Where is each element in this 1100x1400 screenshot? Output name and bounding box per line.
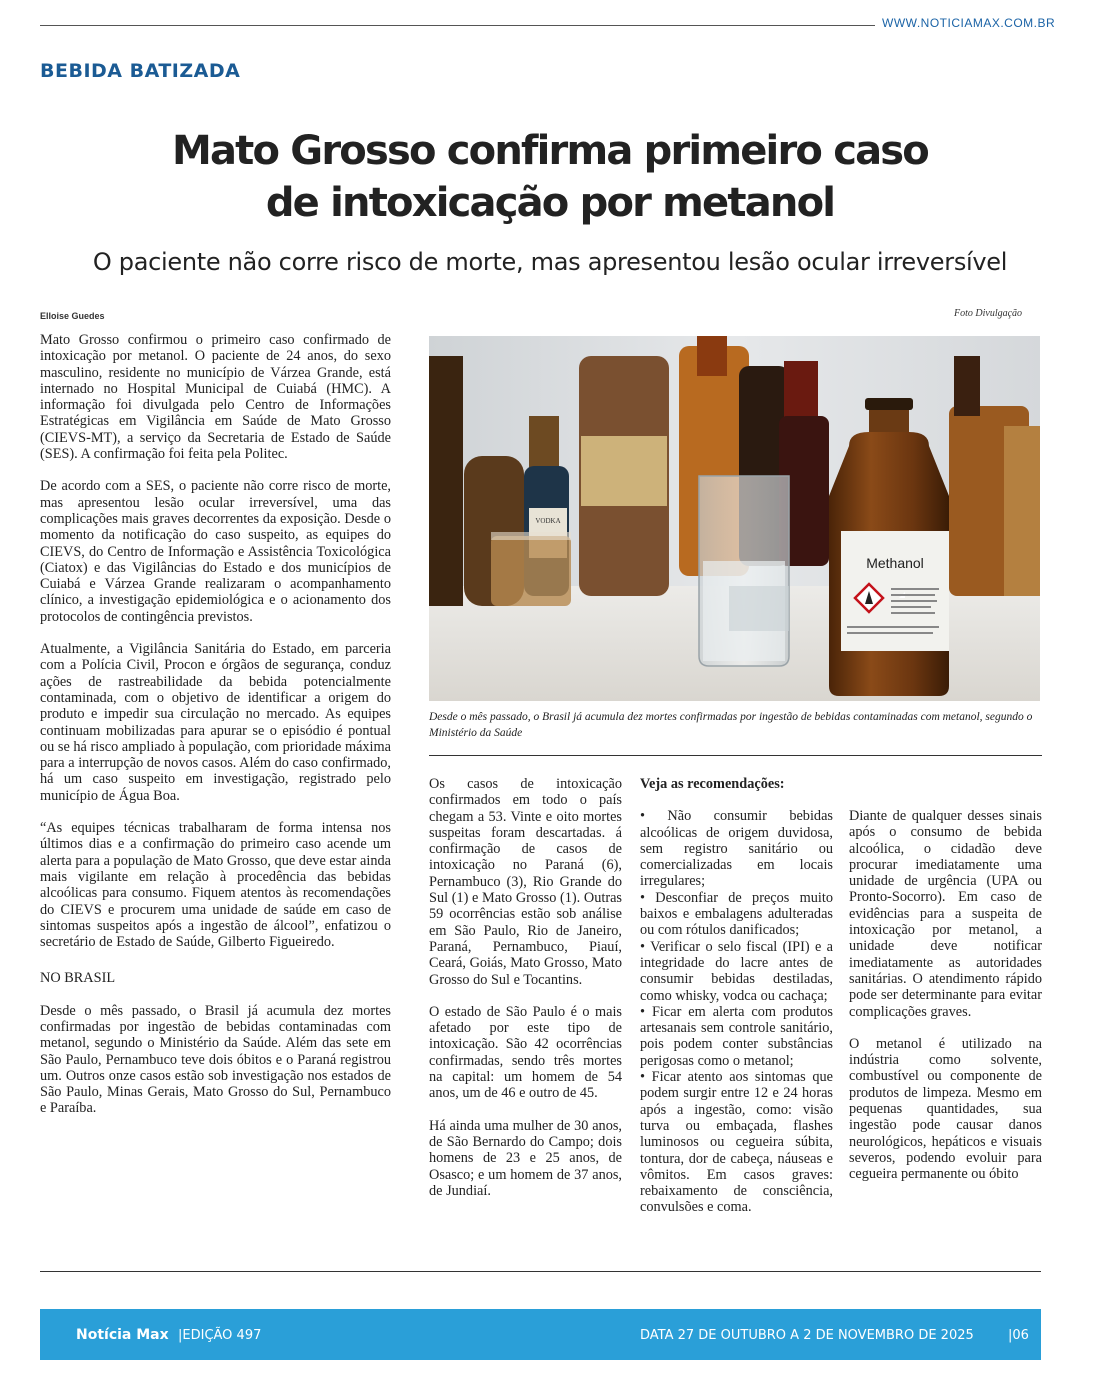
paragraph: O metanol é utilizado na indústria como solvente, combustível ou componente de produtos de limpeza. Mesmo em pequenas quantidades, sua ingestão pode causar danos neurológicos, hepáticos e visuais severos, podendo evoluir para cegueira permanente ou óbito <box>849 1035 1042 1183</box>
headline <box>90 125 1010 229</box>
subhead-no-brasil: NO BRASIL <box>40 970 116 987</box>
recommendation-item: • Não consumir bebidas alcoólicas de origem duvidosa, sem registro sanitário ou comercializadas em locais irregulares; <box>640 808 833 890</box>
headline-line-1: Mato Grosso confirma primeiro caso <box>171 128 928 174</box>
site-url[interactable]: WWW.NOTICIAMAX.COM.BR <box>882 16 1056 30</box>
column-1 <box>40 332 391 1133</box>
article-photo <box>429 336 1040 701</box>
photo-credit: Foto Divulgação <box>954 308 1023 319</box>
caption-rule <box>429 755 1042 756</box>
paragraph: Desde o mês passado, o Brasil já acumula dez mortes confirmadas por ingestão de bebidas contaminadas com metanol, segundo o Ministério da Saúde. Além das sete em São Paulo, Pernambuco teve dois óbitos e o Paraná registrou um. Outros onze casos estão sob investigação nos estados de São Paulo, Minas Gerais, Mato Grosso do Sul, Pernambuco e Paraíba. <box>40 1002 391 1117</box>
recommendation-item: • Verificar o selo fiscal (IPI) e a integridade do lacre antes de consumir bebidas destiladas, como whisky, vodca ou cachaça; <box>640 938 833 1004</box>
photo-caption: Desde o mês passado, o Brasil já acumula dez mortes confirmadas por ingestão de bebidas contaminadas com metanol, segundo o Ministério da Saúde <box>429 711 1033 739</box>
footer-date: DATA 27 DE OUTUBRO A 2 DE NOVEMBRO DE 2025 <box>640 1328 974 1343</box>
paragraph: Atualmente, a Vigilância Sanitária do Estado, em parceria com a Polícia Civil, Procon e órgãos de segurança, conduz ações de rastreabilidade da bebida potencialmente contaminada, com o objetivo de identificar a origem do produto e impedir sua circulação no mercado. As equipes continuam mobilizadas para apurar se o episódio é pontual ou se há risco ampliado à população, com prioridade máxima para a interrupção de novos casos. Além do caso confirmado, há um caso suspeito em investigação, registrado pelo município de Água Boa. <box>40 641 391 804</box>
paragraph: “As equipes técnicas trabalharam de forma intensa nos últimos dias e a confirmação do primeiro caso acende um alerta para a população de Mato Grosso, que deve estar ainda mais vigilante em relação à procedência das bebidas alcoólicas para consumo. Fiquem atentos às recomendações do CIEVS e procurem uma unidade de saúde em caso de sintomas suspeitos após a ingestão de álcool”, enfatizou o secretário de Estado de Saúde, Gilberto Figueiredo. <box>40 820 391 951</box>
recommendation-item: • Desconfiar de preços muito baixos e embalagens adulteradas ou com rótulos danificados; <box>640 889 833 939</box>
paragraph: Os casos de intoxicação confirmados em todo o país chegam a 53. Vinte e oito mortes suspeitas foram descartadas. á confirmação de casos de intoxicação no Paraná (6), Pernambuco (3), Rio Grande do Sul (1) e Mato Grosso (1). Outras 59 ocorrências estão sob análise em São Paulo, Rio de Janeiro, Paraná, Pernambuco, Piauí, Ceará, Goiás, Mato Grosso, Mato Grosso do Sul e Tocantins. <box>429 776 622 988</box>
footer-page-number: |06 <box>1008 1328 1029 1343</box>
footer-brand: Notícia Max <box>76 1327 169 1343</box>
author-byline: Elloise Guedes <box>40 311 105 321</box>
paragraph: Diante de qualquer desses sinais após o consumo de bebida alcoólica, o cidadão deve procurar imediatamente uma unidade de urgência (UPA ou Pronto-Socorro). Em caso de evidências para a suspeita de intoxicação por metanol, a unidade deve notificar imediatamente as autoridades sanitárias. O atendimento rápido pode ser determinante para evitar complicações graves. <box>849 808 1042 1020</box>
paragraph: Mato Grosso confirmou o primeiro caso confirmado de intoxicação por metanol. O paciente de 24 anos, do sexo masculino, residente no município de Várzea Grande, está internado no Hospital Municipal de Cuiabá (HMC). A informação foi divulgada pelo Centro de Informações Estratégicas em Vigilância em Saúde de Mato Grosso (CIEVS-MT), a serviço da Secretaria de Estado de Saúde (SES). A confirmação foi feita pela Politec. <box>40 332 391 463</box>
footer-edition: |EDIÇÃO 497 <box>178 1328 262 1343</box>
vodka-label: VODKA <box>535 517 561 525</box>
headline-line-2: de intoxicação por metanol <box>265 180 835 226</box>
column-4 <box>849 808 1042 1199</box>
header-rule <box>40 25 875 26</box>
paragraph: Há ainda uma mulher de 30 anos, de São Bernardo do Campo; dois homens de 23 e 25 anos, de Osasco; e um homem de 37 anos, de Jundiaí. <box>429 1117 622 1199</box>
recommendation-item: • Ficar em alerta com produtos artesanais sem controle sanitário, pois podem conter substâncias perigosas como o metanol; <box>640 1003 833 1069</box>
recommendation-item: • Ficar atento aos sintomas que podem surgir entre 12 e 24 horas após a ingestão, como: visão turva ou embaçada, flashes luminosos ou cegueira súbita, tontura, dor de cabeça, náuseas e vômitos. Em casos graves: rebaixamento de consciência, convulsões e coma. <box>640 1069 833 1216</box>
column-2 <box>429 776 622 1215</box>
methanol-label: Methanol <box>866 555 924 571</box>
recommendations-title: Veja as recomendações: <box>640 776 785 792</box>
subheadline: O paciente não corre risco de morte, mas apresentou lesão ocular irreversível <box>92 248 1008 276</box>
section-label: BEBIDA BATIZADA <box>40 60 241 82</box>
paragraph: O estado de São Paulo é o mais afetado por este tipo de intoxicação. São 42 ocorrências confirmadas, sendo três mortes na capital: um homem de 54 anos, um de 46 e outro de 45. <box>429 1003 622 1102</box>
column-3 <box>640 776 833 1216</box>
footer-bar <box>40 1309 1041 1360</box>
footer-rule <box>40 1271 1041 1272</box>
paragraph: De acordo com a SES, o paciente não corre risco de morte, mas apresentou lesão ocular irreversível, uma das complicações mais graves decorrentes da exposição. Desde o momento da notificação do caso suspeito, as equipes do CIEVS, do Centro de Informação e Assistência Toxicológica (Ciatox) e das Vigilâncias do Estado e dos municípios de Cuiabá e Várzea Grande realizaram o acompanhamento clínico, a investigação epidemiológica e o acionamento dos protocolos de contingência previstos. <box>40 478 391 625</box>
